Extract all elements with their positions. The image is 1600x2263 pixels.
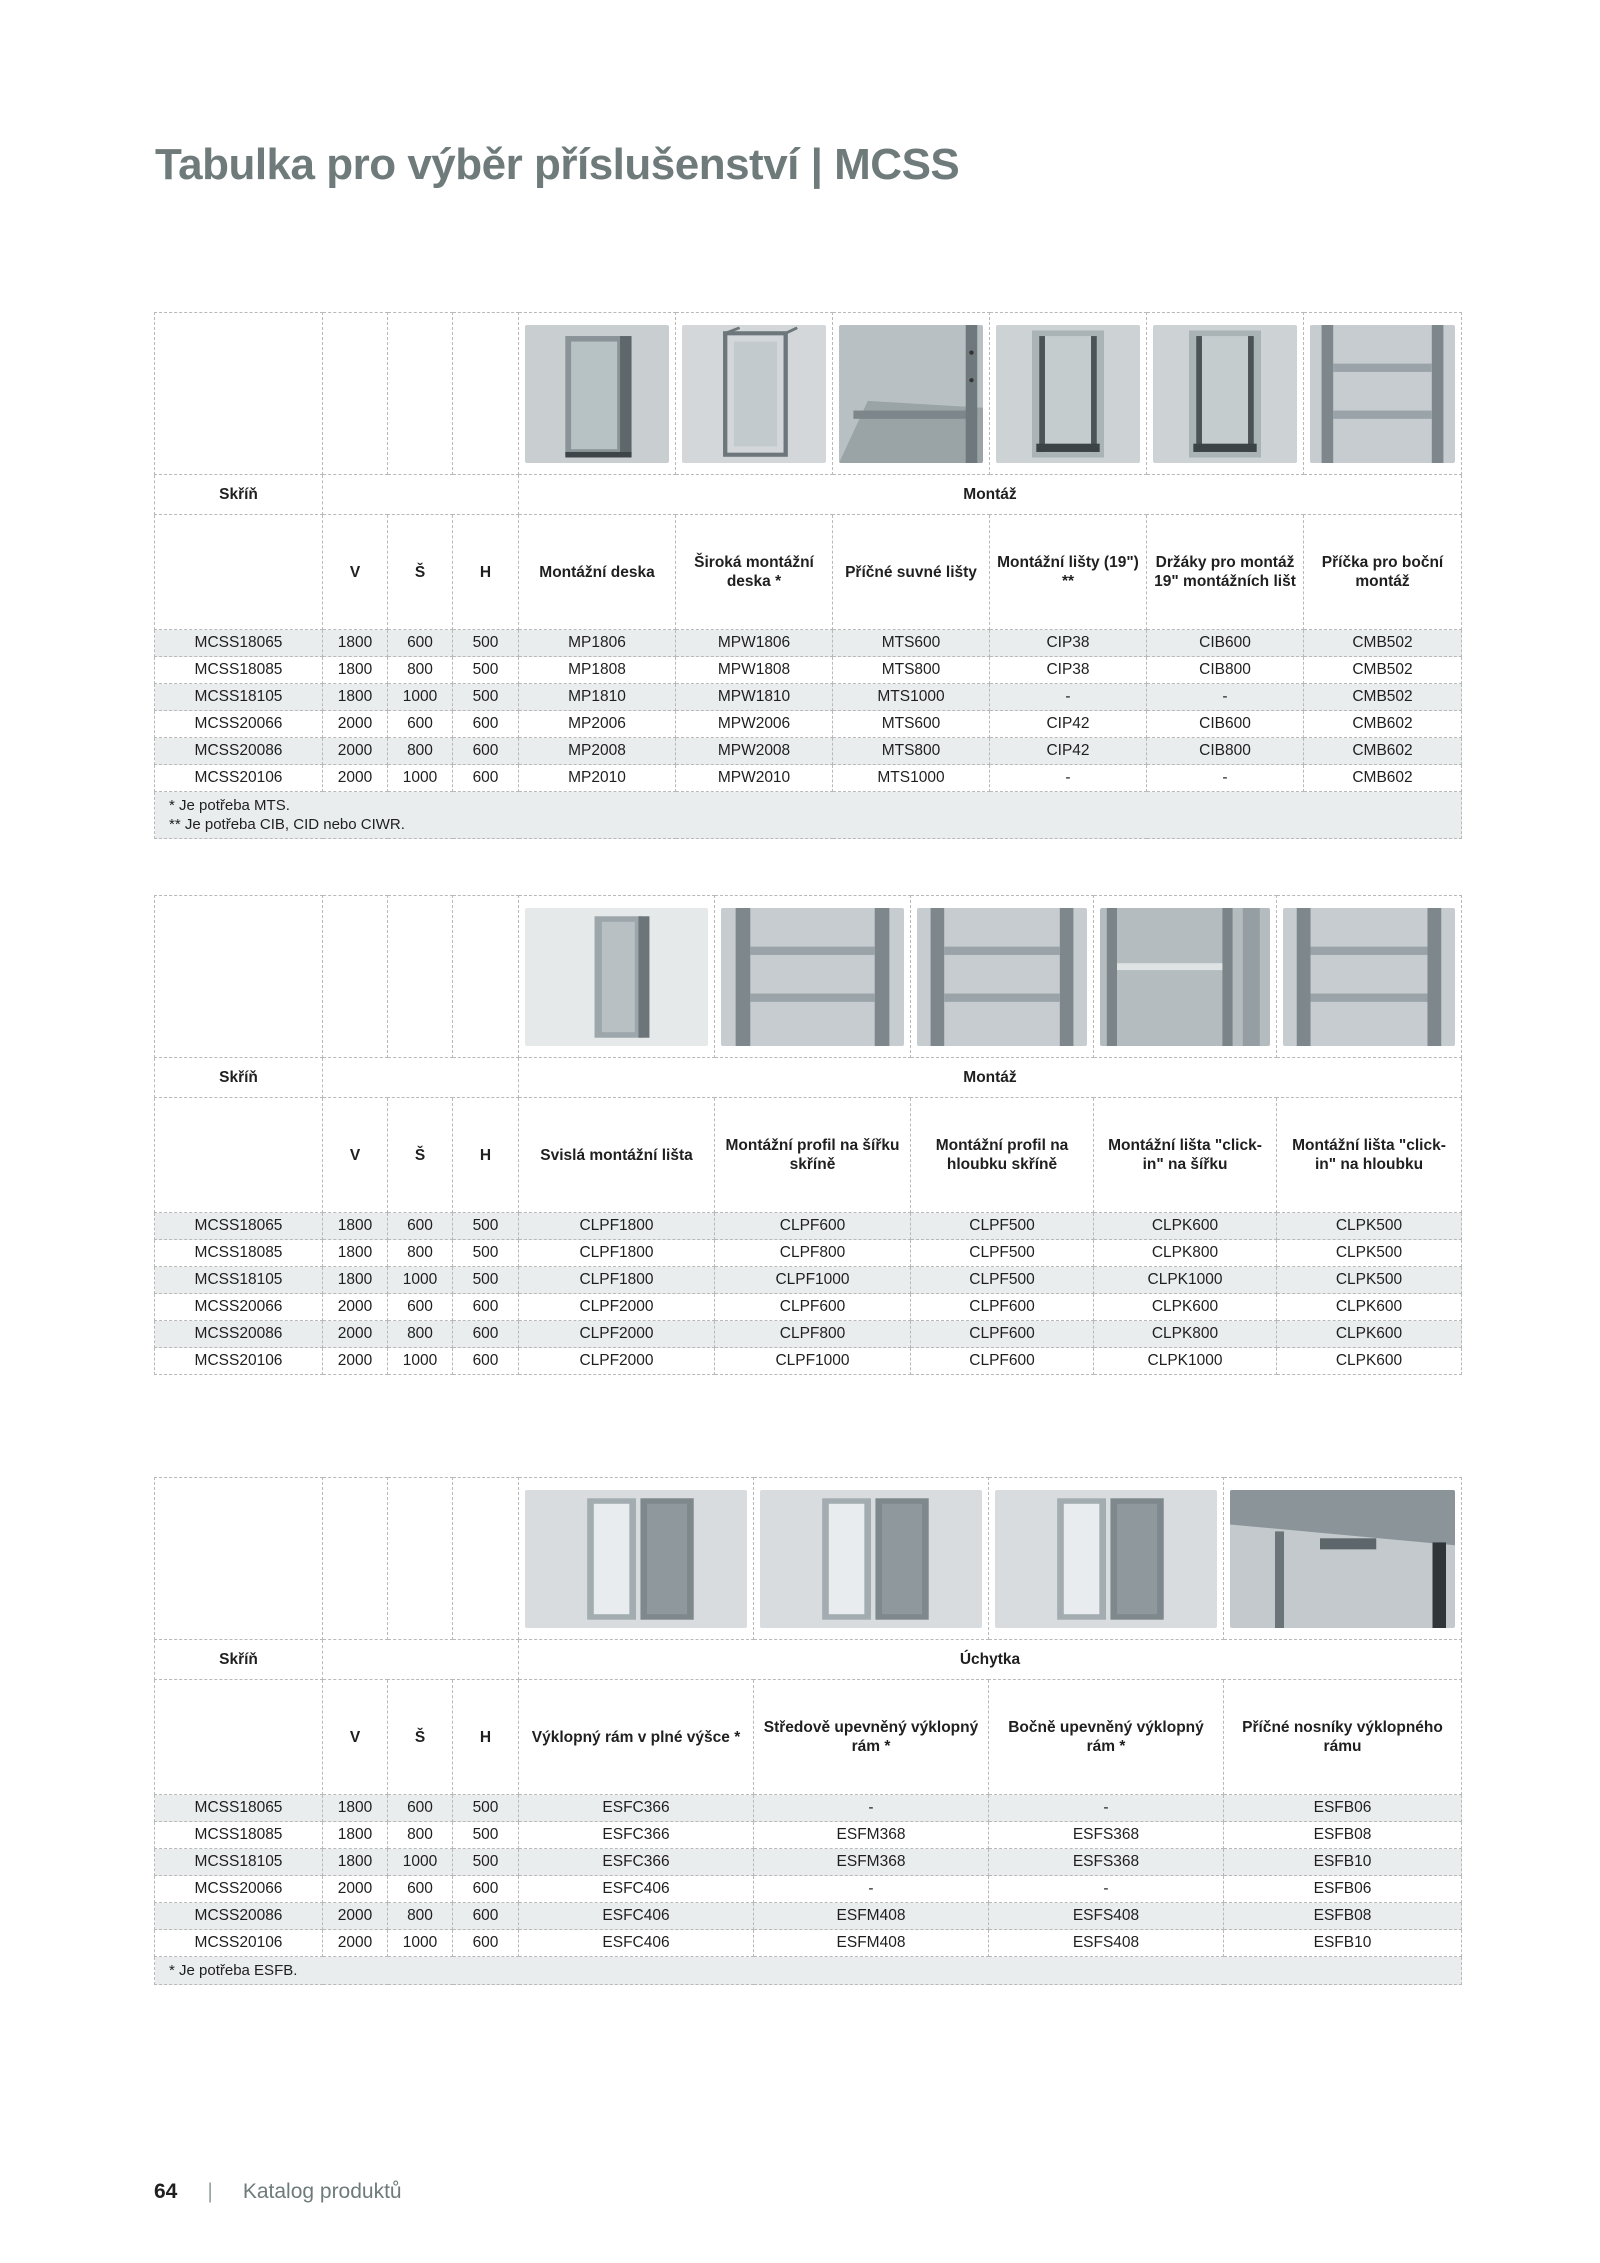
part-number-cell: CLPK500	[1277, 1213, 1462, 1240]
vertical-mounting-rail-photo	[519, 896, 715, 1058]
group-header: Montáž	[519, 475, 1462, 515]
part-number-cell: ESFM368	[754, 1822, 989, 1849]
width-cell: 1000	[388, 765, 453, 792]
depth-cell: 500	[453, 1267, 519, 1294]
part-number-cell: MPW2008	[676, 738, 833, 765]
column-header-h: H	[453, 1098, 519, 1213]
part-number-cell: CIP38	[990, 657, 1147, 684]
part-number-cell: MP1806	[519, 630, 676, 657]
depth-cell: 500	[453, 630, 519, 657]
empty-cell	[323, 475, 519, 515]
empty-cell	[323, 1058, 519, 1098]
group-header: Úchytka	[519, 1640, 1462, 1680]
depth-cell: 600	[453, 1876, 519, 1903]
empty-cell	[155, 1478, 323, 1640]
page-number: 64	[154, 2180, 178, 2203]
column-header-h: H	[453, 515, 519, 630]
footnotes	[155, 792, 1462, 839]
part-number-cell: CLPK800	[1094, 1240, 1277, 1267]
product-photo	[682, 325, 826, 463]
table-row	[155, 1213, 1462, 1240]
part-number-cell: CLPF600	[911, 1348, 1094, 1375]
click-in-rail-width-photo	[1094, 896, 1277, 1058]
table-body	[155, 630, 1462, 839]
part-number-cell: ESFC366	[519, 1795, 754, 1822]
cabinet-code-cell: MCSS18065	[155, 630, 323, 657]
part-number-cell: CIP42	[990, 738, 1147, 765]
part-number-cell: ESFB06	[1224, 1876, 1462, 1903]
height-cell: 1800	[323, 684, 388, 711]
part-number-cell: CIB600	[1147, 630, 1304, 657]
height-cell: 1800	[323, 1240, 388, 1267]
height-cell: 2000	[323, 1348, 388, 1375]
column-header: Příčka pro boční montáž	[1304, 515, 1462, 630]
height-cell: 1800	[323, 1795, 388, 1822]
product-photo	[1230, 1490, 1455, 1628]
part-number-cell: CLPK600	[1094, 1213, 1277, 1240]
part-number-cell: MP2008	[519, 738, 676, 765]
column-header: Montážní lišty (19") **	[990, 515, 1147, 630]
part-number-cell: CLPK600	[1277, 1321, 1462, 1348]
cabinet-code-cell: MCSS18085	[155, 1822, 323, 1849]
empty-cell	[155, 896, 323, 1058]
width-cell: 800	[388, 657, 453, 684]
depth-cell: 600	[453, 711, 519, 738]
accessory-table-mounting-1	[154, 312, 1462, 839]
part-number-cell: CLPK500	[1277, 1240, 1462, 1267]
part-number-cell: CLPK600	[1277, 1294, 1462, 1321]
table-row	[155, 738, 1462, 765]
part-number-cell: ESFC406	[519, 1930, 754, 1957]
product-photo	[1283, 908, 1455, 1046]
part-number-cell: CIB800	[1147, 657, 1304, 684]
footnote: * Je potřeba MTS.	[169, 797, 290, 814]
column-header: Montážní profil na šířku skříně	[715, 1098, 911, 1213]
cabinet-code-cell: MCSS18105	[155, 1267, 323, 1294]
product-photo	[760, 1490, 982, 1628]
empty-cell	[323, 1478, 388, 1640]
part-number-cell: -	[989, 1876, 1224, 1903]
column-header: Široká montážní deska *	[676, 515, 833, 630]
part-number-cell: ESFS408	[989, 1930, 1224, 1957]
product-photo	[839, 325, 983, 463]
width-cell: 600	[388, 1876, 453, 1903]
product-photo	[1310, 325, 1455, 463]
column-header: Bočně upevněný výklopný rám *	[989, 1680, 1224, 1795]
product-photo	[525, 1490, 747, 1628]
column-header-v: V	[323, 515, 388, 630]
cabinet-code-cell: MCSS18105	[155, 1849, 323, 1876]
part-number-cell: ESFS408	[989, 1903, 1224, 1930]
column-header-s: Š	[388, 1680, 453, 1795]
depth-cell: 500	[453, 1822, 519, 1849]
column-header: Montážní deska	[519, 515, 676, 630]
part-number-cell: CLPK800	[1094, 1321, 1277, 1348]
cabinet-code-cell: MCSS20106	[155, 1930, 323, 1957]
depth-cell: 600	[453, 1903, 519, 1930]
empty-cell	[388, 313, 453, 475]
part-number-cell: MPW2006	[676, 711, 833, 738]
product-photo	[721, 908, 904, 1046]
accessory-table-mounting-2	[154, 895, 1462, 1375]
table-row	[155, 1348, 1462, 1375]
part-number-cell: CLPF2000	[519, 1348, 715, 1375]
part-number-cell: -	[754, 1795, 989, 1822]
side-mounting-crossbar-photo	[1304, 313, 1462, 475]
height-cell: 2000	[323, 765, 388, 792]
part-number-cell: CMB602	[1304, 765, 1462, 792]
depth-cell: 600	[453, 1294, 519, 1321]
column-header-v: V	[323, 1098, 388, 1213]
depth-cell: 500	[453, 1240, 519, 1267]
cabinet-code-cell: MCSS20086	[155, 1321, 323, 1348]
width-cell: 800	[388, 1321, 453, 1348]
depth-cell: 500	[453, 1795, 519, 1822]
empty-cell	[323, 1640, 519, 1680]
width-cell: 1000	[388, 1267, 453, 1294]
part-number-cell: MTS1000	[833, 765, 990, 792]
part-number-cell: MPW1808	[676, 657, 833, 684]
part-number-cell: ESFM408	[754, 1903, 989, 1930]
width-cell: 800	[388, 1240, 453, 1267]
table-row	[155, 1267, 1462, 1294]
part-number-cell: CLPF2000	[519, 1321, 715, 1348]
part-number-cell: MTS1000	[833, 684, 990, 711]
sliding-cross-rails-photo	[833, 313, 990, 475]
width-cell: 600	[388, 630, 453, 657]
table-row	[155, 1930, 1462, 1957]
table-row	[155, 1795, 1462, 1822]
table-row	[155, 1849, 1462, 1876]
width-cell: 1000	[388, 1849, 453, 1876]
part-number-cell: CLPF1000	[715, 1348, 911, 1375]
part-number-cell: ESFC406	[519, 1876, 754, 1903]
table-row	[155, 1294, 1462, 1321]
empty-cell	[323, 896, 388, 1058]
part-number-cell: CLPF2000	[519, 1294, 715, 1321]
depth-cell: 600	[453, 1321, 519, 1348]
column-header: Montážní profil na hloubku skříně	[911, 1098, 1094, 1213]
empty-cell	[155, 313, 323, 475]
part-number-cell: CMB502	[1304, 684, 1462, 711]
part-number-cell: MP2010	[519, 765, 676, 792]
part-number-cell: CLPK1000	[1094, 1348, 1277, 1375]
part-number-cell: CLPF600	[911, 1294, 1094, 1321]
part-number-cell: -	[990, 684, 1147, 711]
product-photo	[917, 908, 1087, 1046]
part-number-cell: CIB600	[1147, 711, 1304, 738]
part-number-cell: MPW1810	[676, 684, 833, 711]
empty-cell	[453, 1478, 519, 1640]
footnote-row	[155, 792, 1462, 839]
empty-cell	[388, 896, 453, 1058]
table-row	[155, 684, 1462, 711]
part-number-cell: MTS800	[833, 738, 990, 765]
part-number-cell: CLPF500	[911, 1267, 1094, 1294]
page-title: Tabulka pro výběr příslušenství | MCSS	[155, 140, 960, 189]
part-number-cell: CLPF800	[715, 1321, 911, 1348]
footnote-row	[155, 1957, 1462, 1985]
swing-frame-crossbeams-photo	[1224, 1478, 1462, 1640]
footnotes	[155, 1957, 1462, 1985]
part-number-cell: ESFB10	[1224, 1849, 1462, 1876]
catalog-label: Katalog produktů	[242, 2180, 402, 2203]
part-number-cell: ESFS368	[989, 1849, 1224, 1876]
cabinet-code-cell: MCSS18085	[155, 1240, 323, 1267]
product-photo	[996, 325, 1140, 463]
height-cell: 2000	[323, 1903, 388, 1930]
table-row	[155, 1903, 1462, 1930]
cabinet-code-cell: MCSS20086	[155, 738, 323, 765]
click-in-rail-depth-photo	[1277, 896, 1462, 1058]
group-header: Montáž	[519, 1058, 1462, 1098]
width-mounting-profile-photo	[715, 896, 911, 1058]
width-cell: 600	[388, 1795, 453, 1822]
wide-mounting-plate-photo	[676, 313, 833, 475]
part-number-cell: ESFB08	[1224, 1903, 1462, 1930]
table-row	[155, 657, 1462, 684]
empty-cell	[453, 313, 519, 475]
part-number-cell: CLPF600	[715, 1213, 911, 1240]
center-swing-frame-photo	[754, 1478, 989, 1640]
part-number-cell: ESFC366	[519, 1849, 754, 1876]
cabinet-header: Skříň	[155, 475, 323, 515]
empty-cell	[388, 1478, 453, 1640]
width-cell: 600	[388, 1294, 453, 1321]
height-cell: 1800	[323, 1849, 388, 1876]
depth-cell: 500	[453, 1213, 519, 1240]
part-number-cell: CMB502	[1304, 657, 1462, 684]
part-number-cell: ESFB10	[1224, 1930, 1462, 1957]
height-cell: 1800	[323, 630, 388, 657]
footnote: * Je potřeba ESFB.	[169, 1962, 298, 1979]
height-cell: 1800	[323, 1267, 388, 1294]
part-number-cell: CLPK600	[1277, 1348, 1462, 1375]
part-number-cell: MP2006	[519, 711, 676, 738]
depth-mounting-profile-photo	[911, 896, 1094, 1058]
page-footer	[154, 2180, 402, 2204]
part-number-cell: CLPK1000	[1094, 1267, 1277, 1294]
width-cell: 800	[388, 1822, 453, 1849]
part-number-cell: CLPF500	[911, 1240, 1094, 1267]
width-cell: 1000	[388, 1348, 453, 1375]
part-number-cell: ESFC366	[519, 1822, 754, 1849]
cabinet-code-cell: MCSS20066	[155, 1876, 323, 1903]
width-cell: 800	[388, 738, 453, 765]
part-number-cell: ESFC406	[519, 1903, 754, 1930]
column-header: Příčné suvné lišty	[833, 515, 990, 630]
part-number-cell: CMB602	[1304, 738, 1462, 765]
accessory-table-fixture	[154, 1477, 1462, 1985]
part-number-cell: MTS600	[833, 630, 990, 657]
column-header-s: Š	[388, 515, 453, 630]
table-row	[155, 630, 1462, 657]
cabinet-header: Skříň	[155, 1640, 323, 1680]
product-photo	[1100, 908, 1270, 1046]
table-row	[155, 1321, 1462, 1348]
full-height-swing-frame-photo	[519, 1478, 754, 1640]
height-cell: 2000	[323, 1876, 388, 1903]
product-photo	[995, 1490, 1217, 1628]
part-number-cell: CLPF800	[715, 1240, 911, 1267]
part-number-cell: MP1810	[519, 684, 676, 711]
part-number-cell: ESFB08	[1224, 1822, 1462, 1849]
part-number-cell: -	[754, 1876, 989, 1903]
depth-cell: 600	[453, 1348, 519, 1375]
column-header: Příčné nosníky výklopného rámu	[1224, 1680, 1462, 1795]
part-number-cell: MTS600	[833, 711, 990, 738]
table-row	[155, 765, 1462, 792]
part-number-cell: -	[990, 765, 1147, 792]
depth-cell: 600	[453, 738, 519, 765]
part-number-cell: MPW1806	[676, 630, 833, 657]
width-cell: 600	[388, 711, 453, 738]
column-header: Svislá montážní lišta	[519, 1098, 715, 1213]
table-row	[155, 1876, 1462, 1903]
column-header-v: V	[323, 1680, 388, 1795]
empty-cell	[323, 313, 388, 475]
table-body	[155, 1795, 1462, 1985]
part-number-cell: CLPF500	[911, 1213, 1094, 1240]
19-inch-rail-brackets-photo	[1147, 313, 1304, 475]
height-cell: 2000	[323, 738, 388, 765]
height-cell: 1800	[323, 1822, 388, 1849]
width-cell: 1000	[388, 1930, 453, 1957]
column-header: Montážní lišta "click-in" na hloubku	[1277, 1098, 1462, 1213]
part-number-cell: CLPF1800	[519, 1240, 715, 1267]
part-number-cell: CLPF600	[715, 1294, 911, 1321]
part-number-cell: -	[1147, 765, 1304, 792]
part-number-cell: CLPF600	[911, 1321, 1094, 1348]
depth-cell: 600	[453, 765, 519, 792]
table-row	[155, 1240, 1462, 1267]
height-cell: 2000	[323, 1321, 388, 1348]
product-photo	[525, 325, 669, 463]
part-number-cell: CLPK600	[1094, 1294, 1277, 1321]
cabinet-code-cell: MCSS20066	[155, 711, 323, 738]
height-cell: 1800	[323, 1213, 388, 1240]
part-number-cell: CIB800	[1147, 738, 1304, 765]
cabinet-code-cell: MCSS18065	[155, 1795, 323, 1822]
height-cell: 2000	[323, 1294, 388, 1321]
cabinet-header: Skříň	[155, 1058, 323, 1098]
part-number-cell: CMB502	[1304, 630, 1462, 657]
empty-cell	[155, 1098, 323, 1213]
part-number-cell: MP1808	[519, 657, 676, 684]
width-cell: 800	[388, 1903, 453, 1930]
part-number-cell: MPW2010	[676, 765, 833, 792]
empty-cell	[453, 896, 519, 1058]
part-number-cell: -	[1147, 684, 1304, 711]
part-number-cell: -	[989, 1795, 1224, 1822]
part-number-cell: CLPF1800	[519, 1213, 715, 1240]
depth-cell: 600	[453, 1930, 519, 1957]
product-photo	[1153, 325, 1297, 463]
cabinet-code-cell: MCSS20086	[155, 1903, 323, 1930]
cabinet-code-cell: MCSS18065	[155, 1213, 323, 1240]
part-number-cell: CIP42	[990, 711, 1147, 738]
cabinet-code-cell: MCSS18085	[155, 657, 323, 684]
table-row	[155, 711, 1462, 738]
part-number-cell: ESFB06	[1224, 1795, 1462, 1822]
part-number-cell: CIP38	[990, 630, 1147, 657]
width-cell: 1000	[388, 684, 453, 711]
part-number-cell: ESFS368	[989, 1822, 1224, 1849]
cabinet-code-cell: MCSS20106	[155, 1348, 323, 1375]
part-number-cell: CLPK500	[1277, 1267, 1462, 1294]
footnote: ** Je potřeba CIB, CID nebo CIWR.	[169, 816, 405, 833]
table-body	[155, 1213, 1462, 1375]
column-header-s: Š	[388, 1098, 453, 1213]
column-header-h: H	[453, 1680, 519, 1795]
part-number-cell: CMB602	[1304, 711, 1462, 738]
cabinet-code-cell: MCSS18105	[155, 684, 323, 711]
empty-cell	[155, 515, 323, 630]
part-number-cell: MTS800	[833, 657, 990, 684]
part-number-cell: ESFM368	[754, 1849, 989, 1876]
depth-cell: 500	[453, 657, 519, 684]
part-number-cell: CLPF1000	[715, 1267, 911, 1294]
column-header: Středově upevněný výklopný rám *	[754, 1680, 989, 1795]
height-cell: 2000	[323, 1930, 388, 1957]
height-cell: 1800	[323, 657, 388, 684]
width-cell: 600	[388, 1213, 453, 1240]
column-header: Výklopný rám v plné výšce *	[519, 1680, 754, 1795]
cabinet-code-cell: MCSS20106	[155, 765, 323, 792]
side-swing-frame-photo	[989, 1478, 1224, 1640]
product-photo	[525, 908, 708, 1046]
mounting-plate-photo	[519, 313, 676, 475]
height-cell: 2000	[323, 711, 388, 738]
depth-cell: 500	[453, 1849, 519, 1876]
column-header: Montážní lišta "click-in" na šířku	[1094, 1098, 1277, 1213]
table-row	[155, 1822, 1462, 1849]
part-number-cell: CLPF1800	[519, 1267, 715, 1294]
depth-cell: 500	[453, 684, 519, 711]
19-inch-rails-photo	[990, 313, 1147, 475]
cabinet-code-cell: MCSS20066	[155, 1294, 323, 1321]
column-header: Držáky pro montáž 19" montážních lišt	[1147, 515, 1304, 630]
part-number-cell: ESFM408	[754, 1930, 989, 1957]
empty-cell	[155, 1680, 323, 1795]
footer-separator: |	[207, 2180, 213, 2203]
